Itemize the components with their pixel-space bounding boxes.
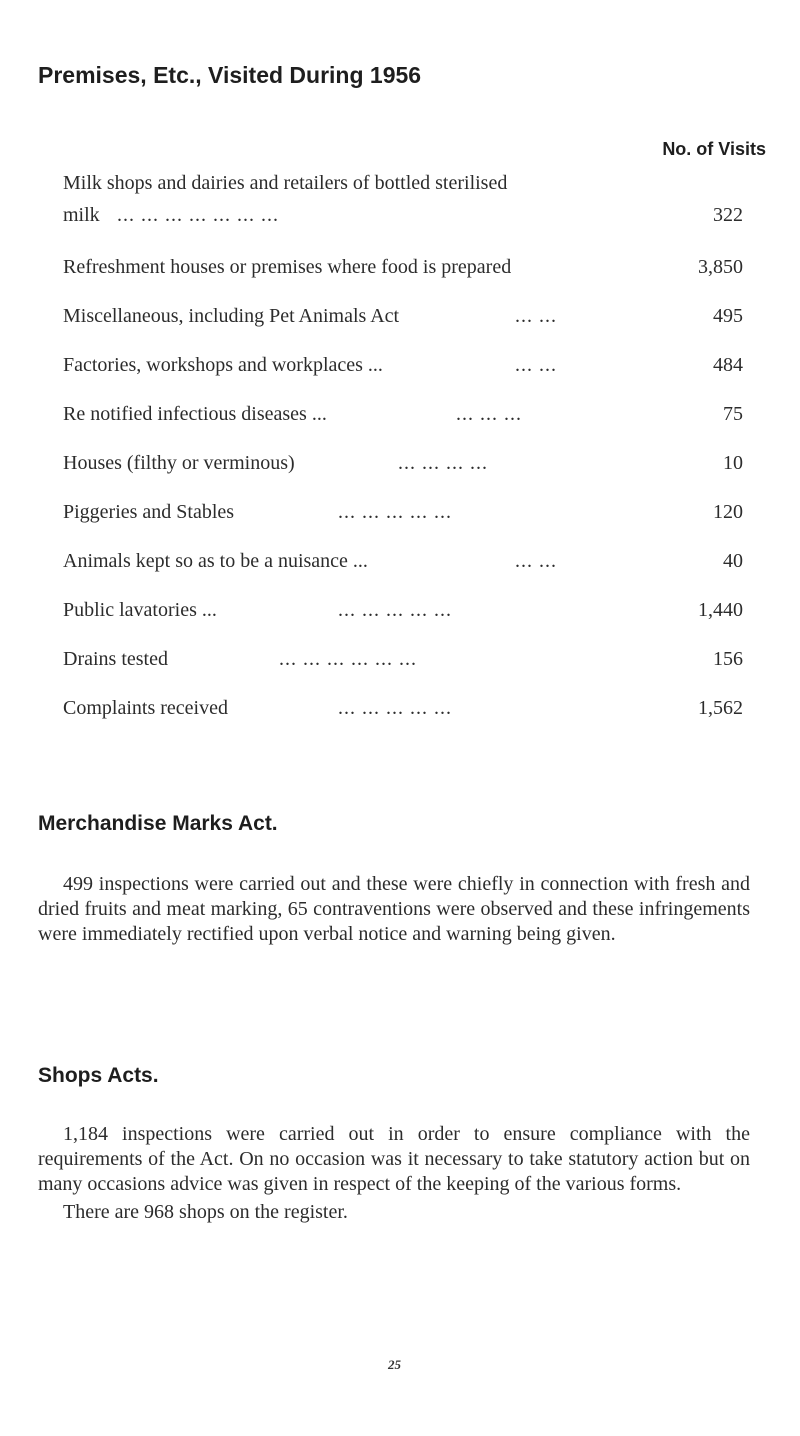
row-label: Milk shops and dairies and retailers of bottled sterilised bbox=[63, 172, 508, 194]
row-value: 10 bbox=[723, 452, 743, 474]
row-label: Re notified infectious diseases ... bbox=[63, 403, 327, 425]
row-label: Public lavatories ... bbox=[63, 599, 217, 621]
row-label: milk bbox=[63, 204, 100, 226]
page-title: Premises, Etc., Visited During 1956 bbox=[38, 62, 422, 88]
row-value: 120 bbox=[713, 501, 743, 523]
table-row bbox=[63, 172, 743, 202]
table-row bbox=[63, 501, 743, 531]
row-value: 1,440 bbox=[698, 599, 743, 621]
row-label: Refreshment houses or premises where food is prepared bbox=[63, 256, 512, 278]
table-row bbox=[63, 256, 743, 286]
row-value: 484 bbox=[713, 354, 743, 376]
shops-heading: Shops Acts. bbox=[38, 1064, 159, 1087]
leader-dots: ... ... ... ... bbox=[398, 452, 488, 474]
table-row bbox=[63, 599, 743, 629]
row-value: 322 bbox=[713, 204, 743, 226]
page-number: 25 bbox=[388, 1357, 401, 1372]
leader-dots: ... ... ... ... ... bbox=[338, 599, 452, 621]
row-label: Piggeries and Stables bbox=[63, 501, 235, 523]
row-label: Animals kept so as to be a nuisance ... bbox=[63, 550, 368, 572]
paragraph: 1,184 inspections were carried out in order to ensure compliance with the requirements of the Act. On no occasion was it necessary to take statutory action but on many occasions advice was given in respect of the keeping of the various forms. bbox=[38, 1123, 750, 1195]
table-row bbox=[63, 204, 743, 234]
paragraph: 499 inspections were carried out and these were chiefly in connection with fresh and dried fruits and meat marking, 65 contraventions were observed and these infringements were immediately rectified upon verbal notice and warning being given. bbox=[38, 873, 750, 945]
leader-dots: ... ... bbox=[515, 305, 557, 327]
row-label: Factories, workshops and workplaces ... bbox=[63, 354, 383, 376]
column-header-visits: No. of Visits bbox=[662, 139, 766, 159]
table-row bbox=[63, 697, 743, 727]
row-value: 156 bbox=[713, 648, 743, 670]
table-row bbox=[63, 354, 743, 384]
leader-dots: ... ... ... ... ... bbox=[338, 697, 452, 719]
table-row bbox=[63, 305, 743, 335]
leader-dots: ... ... bbox=[515, 550, 557, 572]
merchandise-heading: Merchandise Marks Act. bbox=[38, 812, 278, 835]
row-label: Complaints received bbox=[63, 697, 228, 719]
row-value: 75 bbox=[723, 403, 743, 425]
table-row bbox=[63, 403, 743, 433]
leader-dots: ... ... ... ... ... ... ... bbox=[117, 204, 279, 226]
table-row bbox=[63, 550, 743, 580]
row-label: Drains tested bbox=[63, 648, 168, 670]
row-value: 3,850 bbox=[698, 256, 743, 278]
shops-paragraph bbox=[38, 1122, 750, 1225]
row-label: Miscellaneous, including Pet Animals Act bbox=[63, 305, 400, 327]
row-label: Houses (filthy or verminous) bbox=[63, 452, 295, 474]
leader-dots: ... ... ... ... ... bbox=[338, 501, 452, 523]
table-row bbox=[63, 648, 743, 678]
leader-dots: ... ... ... bbox=[456, 403, 522, 425]
paragraph: There are 968 shops on the register. bbox=[63, 1201, 348, 1223]
merchandise-paragraph bbox=[38, 872, 750, 947]
leader-dots: ... ... bbox=[515, 354, 557, 376]
leader-dots: ... ... ... ... ... ... bbox=[279, 648, 417, 670]
table-row bbox=[63, 452, 743, 482]
row-value: 1,562 bbox=[698, 697, 743, 719]
row-value: 495 bbox=[713, 305, 743, 327]
row-value: 40 bbox=[723, 550, 743, 572]
